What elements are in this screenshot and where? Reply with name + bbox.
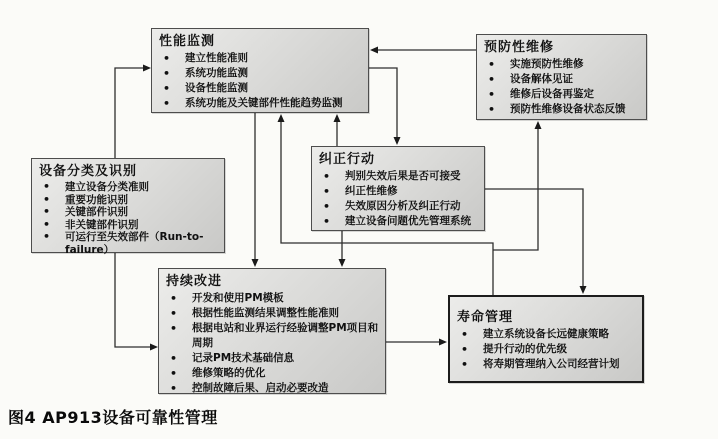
bullet-list [457, 327, 636, 372]
bullet-item: • 设备性能监测 [159, 81, 362, 96]
bullet-item: • 建立设备分类准则 [39, 181, 218, 194]
bullet-item: • 记录PM技术基础信息 [166, 351, 379, 366]
bullet-item: • 控制故障后果、启动必要改造 [166, 381, 379, 396]
bullet-item: • 可运行至失效部件（Run-to-failure） [39, 231, 218, 256]
bullet-item: • 判别失效后果是否可接受 [319, 169, 478, 184]
box-title: 性能监测 [159, 34, 216, 49]
bullet-item: • 失效原因分析及纠正行动 [319, 199, 478, 214]
bullet-item: • 建立性能准则 [159, 51, 362, 66]
bullet-item: • 根据电站和业界运行经验调整PM项目和周期 [166, 321, 379, 351]
box-title: 预防性维修 [484, 40, 555, 55]
bullet-item: • 非关键部件识别 [39, 219, 218, 232]
bullet-item: • 系统功能及关键部件性能趋势监测 [159, 96, 362, 111]
bullet-item: • 根据性能监测结果调整性能准则 [166, 306, 379, 321]
bullet-item: • 纠正性维修 [319, 184, 478, 199]
bullet-list [39, 181, 218, 256]
bullet-item: • 开发和使用PM模板 [166, 291, 379, 306]
box-corrective-action [311, 146, 485, 231]
arrow-life-to-preventive [493, 123, 538, 250]
box-title: 持续改进 [166, 274, 223, 289]
bullet-item: • 设备解体见证 [484, 72, 640, 87]
arrow-classification-to-improvement [115, 253, 156, 347]
arrow-classification-to-performance [115, 68, 149, 158]
bullet-list [484, 57, 640, 117]
bullet-item: • 系统功能监测 [159, 66, 362, 81]
figure-caption: 图4 AP913设备可靠性管理 [8, 408, 218, 427]
bullet-item: • 将寿期管理纳入公司经营计划 [457, 357, 636, 372]
bullet-item: • 建立设备问题优先管理系统 [319, 214, 478, 229]
bullet-item: • 提升行动的优先级 [457, 342, 636, 357]
box-title: 设备分类及识别 [39, 164, 138, 179]
bullet-item: • 重要功能识别 [39, 194, 218, 207]
bullet-item: • 预防性维修设备状态反馈 [484, 102, 640, 117]
bullet-item: • 维修策略的优化 [166, 366, 379, 381]
box-title: 寿命管理 [457, 310, 514, 325]
box-life-management [448, 295, 644, 383]
bullet-list [319, 169, 478, 229]
box-preventive-maintenance [476, 34, 647, 120]
bullet-item: • 维修后设备再鉴定 [484, 87, 640, 102]
bullet-item: • 关键部件识别 [39, 206, 218, 219]
bullet-list [159, 51, 362, 111]
box-title: 纠正行动 [319, 152, 376, 167]
box-equipment-classification [31, 158, 225, 256]
arrow-corrective-to-life [484, 189, 583, 292]
box-continuous-improvement [158, 268, 386, 394]
arrow-performance-to-corrective [369, 68, 397, 143]
bullet-item: • 实施预防性维修 [484, 57, 640, 72]
bullet-list [166, 291, 379, 396]
bullet-item: • 建立系统设备长远健康策略 [457, 327, 636, 342]
box-performance-monitoring [151, 28, 369, 113]
